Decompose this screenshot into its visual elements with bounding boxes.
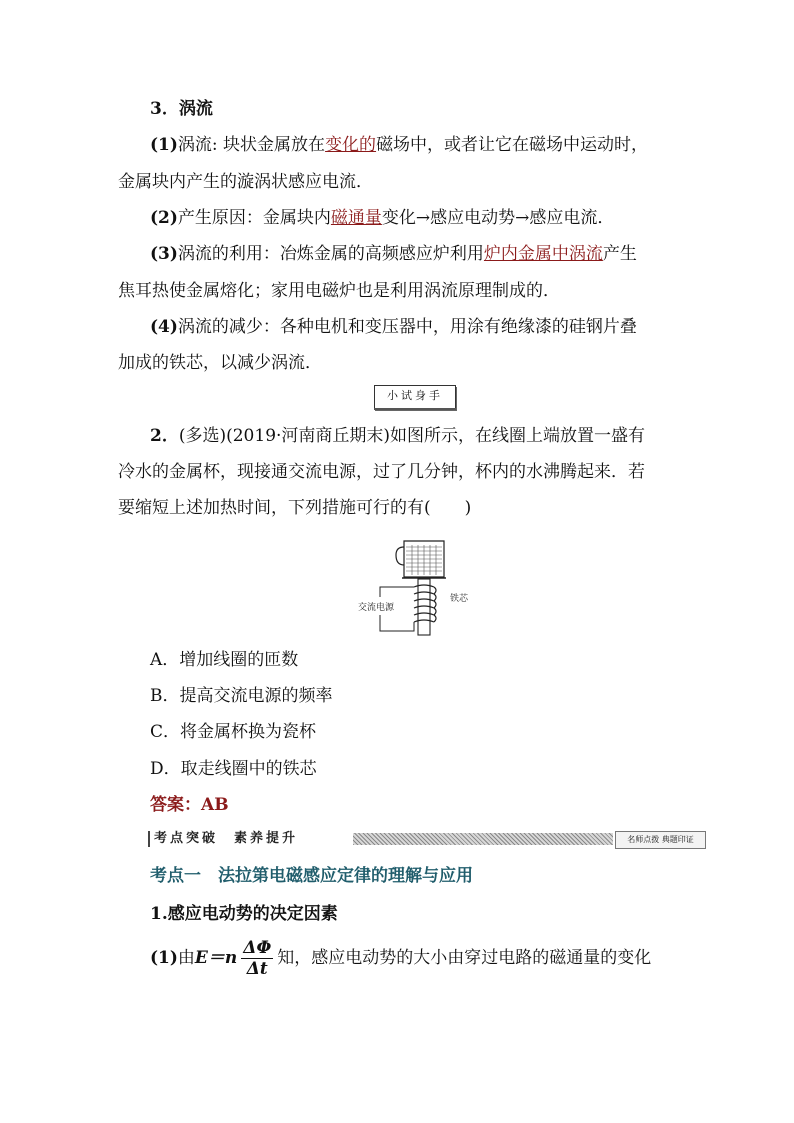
banner-subtitle: 名师点拨 典题印证 xyxy=(615,831,706,849)
text: 知，感应电动势的大小由穿过电路的磁通量的变化 xyxy=(277,948,652,968)
paragraph-3 xyxy=(150,242,637,266)
iron-core-label: 铁芯 xyxy=(450,594,469,604)
metal-cup-icon xyxy=(396,541,446,578)
item-number: (1) xyxy=(150,135,178,155)
answer xyxy=(150,793,229,817)
answer-value: AB xyxy=(201,795,229,815)
ac-source-label: 交流电源 xyxy=(358,603,395,613)
text: 涡流的利用：冶炼金属的高频感应炉利用 xyxy=(177,244,484,264)
formula-line xyxy=(150,934,651,982)
question-number: 2． xyxy=(150,426,179,446)
text: 产生 xyxy=(602,244,637,264)
paragraph-1-cont: 金属块内产生的漩涡状感应电流． xyxy=(118,172,373,192)
paragraph-4-cont: 加成的铁芯，以减少涡流． xyxy=(118,353,322,373)
question-line-3: 要缩短上述加热时间，下列措施可行的有( ) xyxy=(118,498,472,518)
paragraph-2 xyxy=(150,206,614,230)
answer-label: 答案： xyxy=(150,795,201,815)
text: 涡流的减少：各种电机和变压器中，用涂有绝缘漆的硅钢片叠 xyxy=(177,317,637,337)
paragraph-4 xyxy=(150,315,637,339)
banner-title: 考点突破 素养提升 xyxy=(148,831,354,847)
question-text: 如图所示，在线圈上端放置一盛有 xyxy=(390,426,646,446)
practice-badge: 小试身手 xyxy=(374,385,456,409)
option-text: 提高交流电源的频率 xyxy=(179,686,333,706)
iron-core xyxy=(418,579,430,635)
paragraph-3-cont: 焦耳热使金属熔化；家用电磁炉也是利用涡流原理制成的． xyxy=(118,281,560,301)
coil-figure xyxy=(354,537,484,641)
question-tag: (多选)(2019·河南商丘期末) xyxy=(178,426,391,446)
option-a xyxy=(150,648,298,672)
formula-denominator: Δt xyxy=(246,959,268,979)
question-line-1 xyxy=(150,424,645,448)
item-number: (3) xyxy=(150,244,178,264)
text: 由 xyxy=(177,948,195,968)
option-b xyxy=(150,684,333,708)
option-letter: B． xyxy=(150,686,180,706)
keyword: 磁通量 xyxy=(330,208,382,228)
option-letter: C． xyxy=(150,722,181,742)
keyword: 变化的 xyxy=(325,135,377,155)
formula-numerator: ΔΦ xyxy=(243,938,272,958)
keyword: 炉内金属中涡流 xyxy=(483,244,603,264)
section-banner xyxy=(148,831,704,847)
question-line-2: 冷水的金属杯，现接通交流电源，过了几分钟，杯内的水沸腾起来．若 xyxy=(118,462,645,482)
section-heading: 3．涡流 xyxy=(150,99,213,119)
text: 变化→感应电动势→感应电流． xyxy=(381,208,615,228)
banner-hatch xyxy=(353,833,613,845)
option-c xyxy=(150,720,316,744)
badge-underline xyxy=(374,408,456,410)
formula-fraction xyxy=(241,938,273,979)
item-number: (1) xyxy=(150,948,178,968)
text: 涡流: 块状金属放在 xyxy=(177,135,326,155)
formula-lhs: E＝n xyxy=(194,948,238,968)
text: 磁场中，或者让它在磁场中运动时， xyxy=(376,135,649,155)
option-letter: A． xyxy=(150,650,180,670)
paragraph-1 xyxy=(150,133,648,157)
kaodian-title: 考点一 法拉第电磁感应定律的理解与应用 xyxy=(150,866,473,886)
option-text: 将金属杯换为瓷杯 xyxy=(180,722,317,742)
kaodian-subheading: 1.感应电动势的决定因素 xyxy=(150,904,338,924)
option-letter: D． xyxy=(150,759,181,779)
option-text: 取走线圈中的铁芯 xyxy=(180,759,317,779)
option-text: 增加线圈的匝数 xyxy=(179,650,299,670)
option-d xyxy=(150,757,317,781)
text: 产生原因：金属块内 xyxy=(177,208,331,228)
item-number: (4) xyxy=(150,317,178,337)
item-number: (2) xyxy=(150,208,178,228)
